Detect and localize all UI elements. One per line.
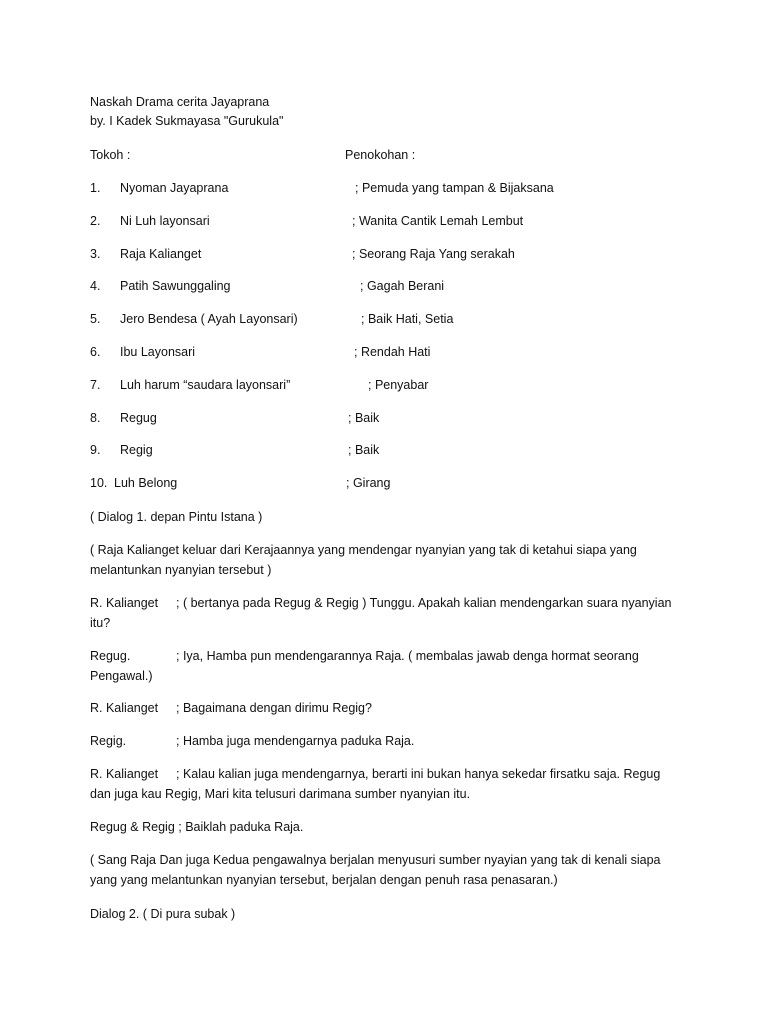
- dialogue-text: ; ( bertanya pada Regug & Regig ) Tunggu. Apakah kalian mendengarkan suara nyanyian itu?: [90, 596, 672, 630]
- cast-name: Raja Kalianget: [120, 247, 202, 261]
- cast-row: [0, 409, 768, 427]
- cast-name: Luh harum “saudara layonsari”: [120, 378, 291, 392]
- cast-number: 6.: [90, 345, 101, 359]
- cast-number: 4.: [90, 279, 101, 293]
- cast-description: ; Girang: [346, 476, 391, 490]
- speaker-name: Regug.: [90, 649, 131, 663]
- speaker-name: R. Kalianget: [90, 701, 159, 715]
- cast-number: 2.: [90, 214, 101, 228]
- cast-name: Nyoman Jayaprana: [120, 181, 229, 195]
- cast-name: Ibu Layonsari: [120, 345, 196, 359]
- cast-number: 7.: [90, 378, 101, 392]
- cast-row: [0, 474, 768, 492]
- cast-row: [0, 212, 768, 230]
- dialogue-line: [90, 698, 670, 718]
- tokoh-header: Tokoh :: [90, 148, 131, 162]
- cast-row: [0, 441, 768, 459]
- dialog-1-heading: ( Dialog 1. depan Pintu Istana ): [90, 510, 263, 524]
- dialogue-text: ; Hamba juga mendengarnya paduka Raja.: [176, 734, 415, 748]
- cast-description: ; Wanita Cantik Lemah Lembut: [352, 214, 524, 228]
- cast-description: ; Seorang Raja Yang serakah: [352, 247, 515, 261]
- penokohan-header: Penokohan :: [345, 148, 416, 162]
- cast-description: ; Baik Hati, Setia: [361, 312, 454, 326]
- cast-row: [0, 179, 768, 197]
- document-author: by. I Kadek Sukmayasa "Gurukula": [90, 114, 284, 128]
- dialogue-line: [90, 764, 680, 804]
- cast-number: 10.: [90, 476, 108, 490]
- cast-description: ; Penyabar: [368, 378, 429, 392]
- dialogue-line: [90, 817, 670, 837]
- cast-header-row: [0, 146, 768, 164]
- dialogue-text: ; Kalau kalian juga mendengarnya, berarti ini bukan hanya sekedar firsatku saja. Regug dan juga kau Regig, Mari kita telusuri darimana sumber nyanyian itu.: [90, 767, 661, 801]
- cast-name: Patih Sawunggaling: [120, 279, 231, 293]
- cast-description: ; Baik: [348, 411, 380, 425]
- stage-direction: ( Raja Kalianget keluar dari Kerajaannya yang mendengar nyanyian yang tak di ketahui siapa yang melantunkan nyanyian tersebut ): [90, 543, 637, 577]
- cast-name: Regug: [120, 411, 157, 425]
- dialogue-text: ; Bagaimana dengan dirimu Regig?: [176, 701, 372, 715]
- dialogue-text: ; Baiklah paduka Raja.: [178, 820, 304, 834]
- cast-row: [0, 343, 768, 361]
- cast-number: 3.: [90, 247, 101, 261]
- cast-description: ; Rendah Hati: [354, 345, 431, 359]
- speaker-name: Regig.: [90, 734, 127, 748]
- dialogue-text: ; Iya, Hamba pun mendengarannya Raja. ( membalas jawab denga hormat seorang Pengawal.): [90, 649, 639, 683]
- speaker-name: R. Kalianget: [90, 596, 159, 610]
- cast-row: [0, 245, 768, 263]
- cast-name: Luh Belong: [114, 476, 178, 490]
- cast-description: ; Pemuda yang tampan & Bijaksana: [355, 181, 554, 195]
- cast-number: 9.: [90, 443, 101, 457]
- dialogue-line: [90, 593, 680, 633]
- cast-number: 1.: [90, 181, 101, 195]
- document-title: Naskah Drama cerita Jayaprana: [90, 95, 270, 109]
- dialogue-line: [90, 646, 680, 686]
- cast-name: Ni Luh layonsari: [120, 214, 210, 228]
- cast-number: 5.: [90, 312, 101, 326]
- cast-row: [0, 310, 768, 328]
- cast-row: [0, 376, 768, 394]
- cast-row: [0, 277, 768, 295]
- speaker-name: R. Kalianget: [90, 767, 159, 781]
- cast-description: ; Baik: [348, 443, 380, 457]
- dialogue-line: [90, 731, 670, 751]
- cast-description: ; Gagah Berani: [360, 279, 445, 293]
- dialog-2-heading: Dialog 2. ( Di pura subak ): [90, 907, 236, 921]
- stage-direction: ( Sang Raja Dan juga Kedua pengawalnya berjalan menyusuri sumber nyayian yang tak di kenali siapa yang yang melantunkan nyanyian tersebut, berjalan dengan penuh rasa penasaran.): [90, 853, 661, 887]
- cast-number: 8.: [90, 411, 101, 425]
- cast-name: Regig: [120, 443, 153, 457]
- cast-name: Jero Bendesa ( Ayah Layonsari): [120, 312, 298, 326]
- speaker-name: Regug & Regig: [90, 820, 175, 834]
